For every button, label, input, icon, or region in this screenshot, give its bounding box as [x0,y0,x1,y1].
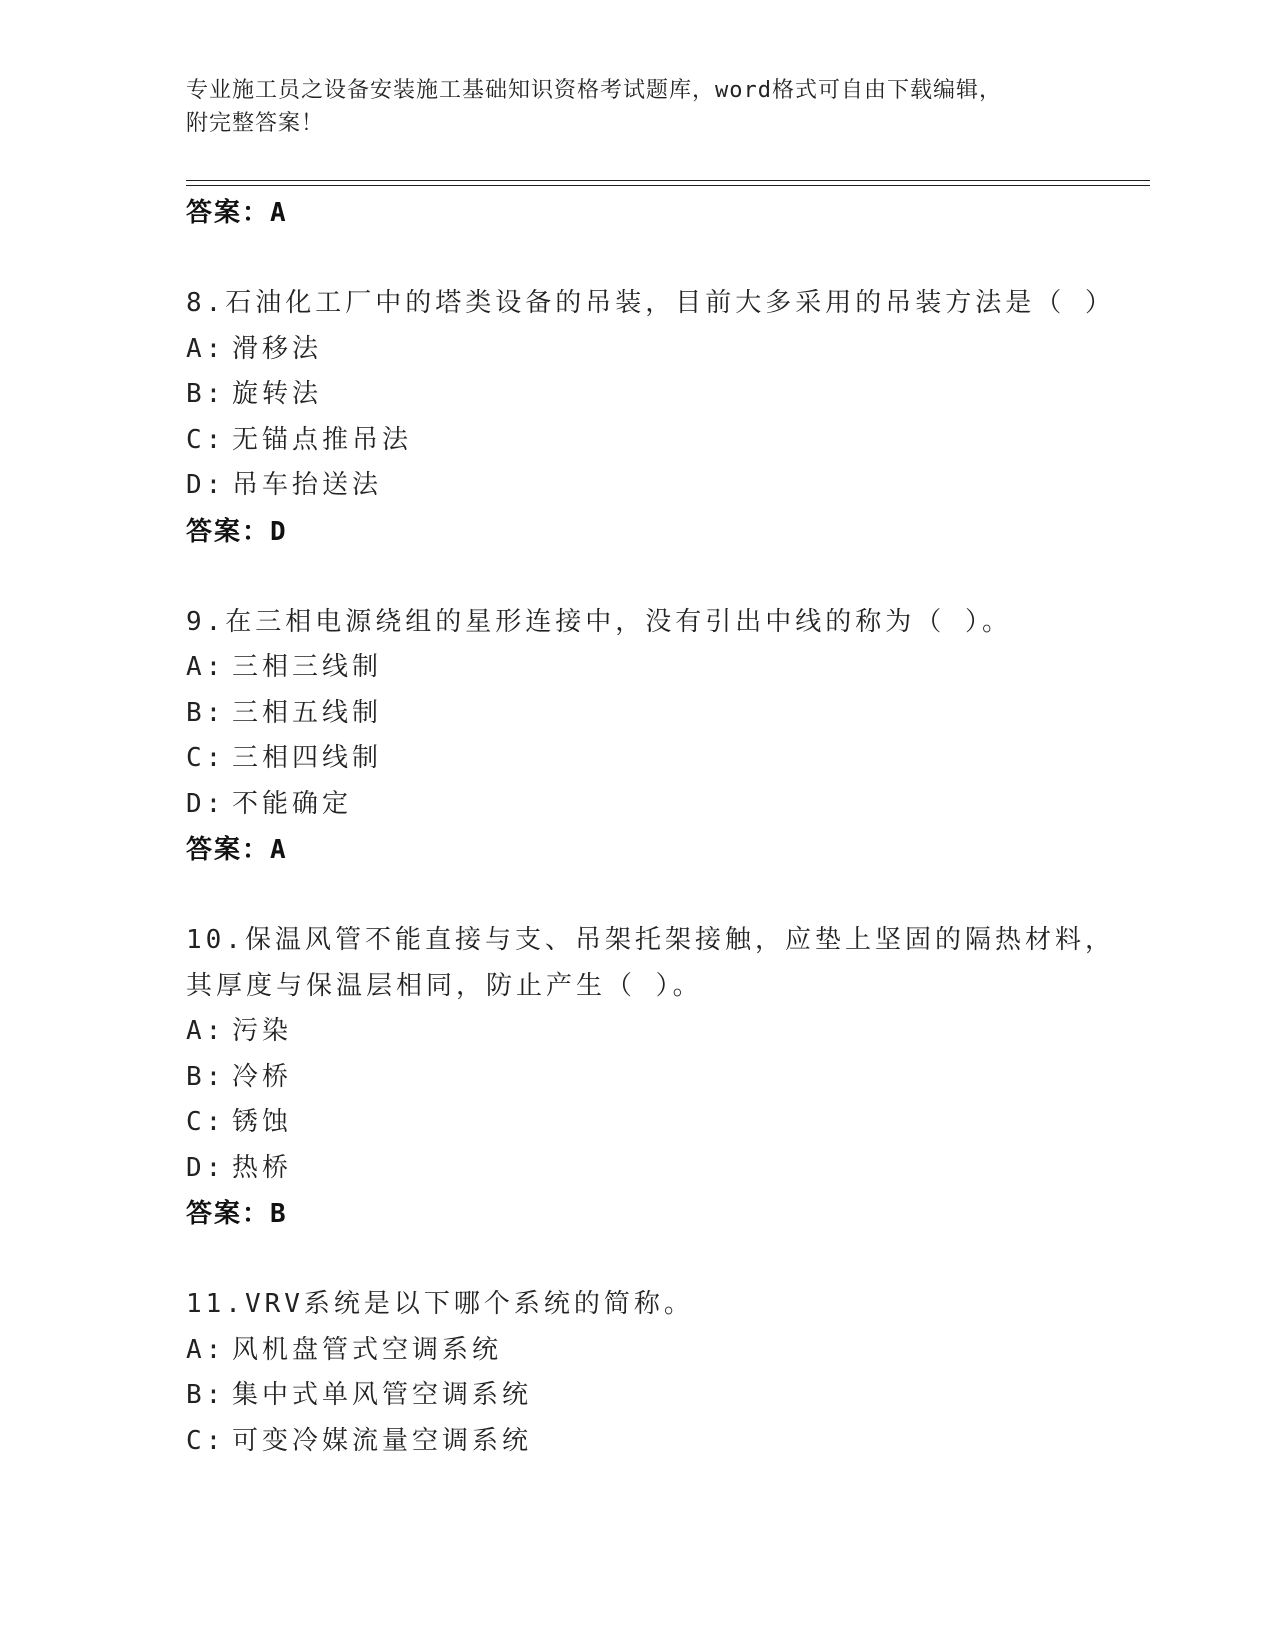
option-key: C: [186,1107,226,1137]
option-key: C: [186,743,226,773]
answer-option [186,1100,1136,1146]
option-text: 吊车抬送法 [232,470,383,500]
answer-value: D [270,516,288,547]
question-spacer [186,236,1136,281]
answer-option [186,418,1136,464]
answer-option [186,1419,1136,1465]
question-spacer [186,1237,1136,1282]
answer-option [186,1009,1136,1055]
option-text: 三相三线制 [232,652,383,682]
option-text: 污染 [232,1016,293,1046]
answer-label: 答案： [186,516,271,547]
header-rule-bottom [186,185,1150,186]
option-text: 可变冷媒流量空调系统 [232,1425,533,1456]
answer-line [186,509,1136,555]
answer-option [186,782,1136,828]
option-text: 冷桥 [232,1061,293,1092]
header-rule-top [186,180,1150,181]
option-text: 集中式单风管空调系统 [232,1380,533,1410]
answer-line [186,1191,1136,1237]
option-text: 旋转法 [232,379,323,409]
answer-option [186,1055,1136,1101]
answer-option [186,1328,1136,1374]
option-key: D: [186,1152,226,1183]
question-stem: 11.VRV系统是以下哪个系统的简称。 [186,1289,694,1319]
answer-option [186,463,1136,509]
option-key: A: [186,1016,226,1046]
document-header [186,74,1086,140]
option-key: B: [186,379,226,409]
option-key: A: [186,1334,226,1365]
option-key: B: [186,697,226,728]
question-stem: 9.在三相电源绕组的星形连接中，没有引出中线的称为（ ）。 [186,606,1012,637]
question-spacer [186,873,1136,918]
option-key: A: [186,333,226,364]
answer-line [186,190,1136,236]
answer-option [186,691,1136,737]
answer-label: 答案： [186,1199,271,1229]
option-text: 三相四线制 [232,743,383,773]
option-text: 风机盘管式空调系统 [232,1334,503,1365]
question-block [186,600,1136,874]
question-stem: 10.保温风管不能直接与支、吊架托架接触，应垫上坚固的隔热材料， [186,925,1115,955]
answer-line [186,827,1136,873]
answer-label: 答案： [186,835,271,865]
option-key: C: [186,1425,226,1456]
answer-option [186,1373,1136,1419]
option-text: 三相五线制 [232,697,383,728]
question-spacer [186,555,1136,600]
header-line-2: 附完整答案！ [186,111,325,136]
answer-option [186,736,1136,782]
question-block [186,281,1136,555]
answer-option [186,1146,1136,1192]
answer-label: 答案： [186,198,271,228]
option-key: B: [186,1380,226,1410]
option-text: 热桥 [232,1152,293,1183]
answer-value: A [270,198,288,228]
option-key: D: [186,470,226,500]
question-stem: 其厚度与保温层相同，防止产生（ ）。 [186,970,703,1001]
answer-option [186,645,1136,691]
answer-value: B [270,1199,288,1229]
option-text: 无锚点推吊法 [232,424,413,455]
answer-option [186,327,1136,373]
option-key: C: [186,424,226,455]
option-key: B: [186,1061,226,1092]
question-list [186,190,1136,1464]
option-text: 不能确定 [232,788,353,819]
header-line-1: 专业施工员之设备安装施工基础知识资格考试题库，word格式可自由下载编辑， [186,78,1002,103]
option-key: A: [186,652,226,682]
option-text: 滑移法 [232,333,323,364]
answer-option [186,372,1136,418]
question-block [186,918,1136,1237]
question-block [186,1282,1136,1464]
option-key: D: [186,788,226,819]
option-text: 锈蚀 [232,1107,293,1137]
answer-value: A [270,835,288,865]
question-stem: 8.石油化工厂中的塔类设备的吊装，目前大多采用的吊装方法是（ ） [186,288,1115,318]
